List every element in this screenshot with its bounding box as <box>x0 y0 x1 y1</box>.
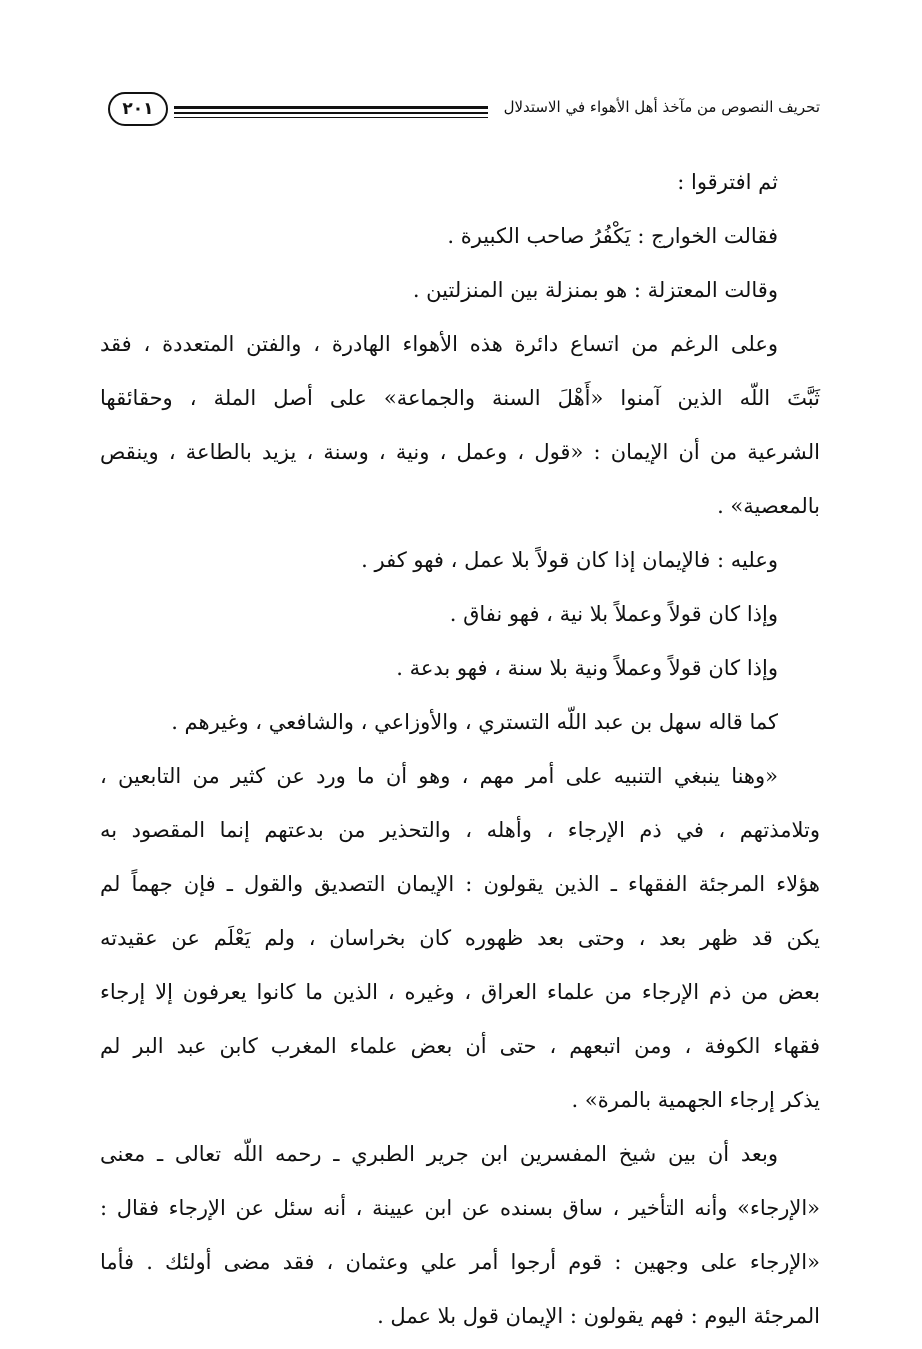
text-line: ثم افترقوا : <box>677 170 778 194</box>
text-line: الشرعية من أن الإيمان : «قول ، وعمل ، ونية ، وسنة ، يزيد بالطاعة ، وينقص <box>100 440 820 464</box>
text-line: «وهنا ينبغي التنبيه على أمر مهم ، وهو أن ما ورد عن كثير من التابعين ، <box>100 764 778 788</box>
text-line: وعليه : فالإيمان إذا كان قولاً بلا عمل ، فهو كفر . <box>361 548 778 572</box>
text-line: كما قاله سهل بن عبد اللّه التستري ، والأوزاعي ، والشافعي ، وغيرهم . <box>171 710 778 734</box>
page-number: ٢٠١ <box>108 92 168 126</box>
header-rule-medium <box>174 112 488 114</box>
text-line: المرجئة اليوم : فهم يقولون : الإيمان قول بلا عمل . <box>377 1304 820 1328</box>
text-line: ثَبَّتَ اللّه الذين آمنوا «أَهْلَ السنة والجماعة» على أصل الملة ، وحقائقها <box>100 386 820 410</box>
text-line: «الإرجاء» وأنه التأخير ، ساق بسنده عن ابن عيينة ، أنه سئل عن الإرجاء فقال : <box>100 1196 820 1220</box>
text-line: وبعد أن بين شيخ المفسرين ابن جرير الطبري ـ رحمه اللّه تعالى ـ معنى <box>100 1142 778 1166</box>
text-line: «الإرجاء على وجهين : قوم أرجوا أمر علي وعثمان ، فقد مضى أولئك . فأما <box>100 1250 820 1274</box>
header-title: تحريف النصوص من مآخذ أهل الأهواء في الاستدلال <box>503 98 820 116</box>
text-line: وإذا كان قولاً وعملاً ونية بلا سنة ، فهو بدعة . <box>396 656 778 680</box>
text-line: وإذا كان قولاً وعملاً بلا نية ، فهو نفاق . <box>449 602 778 626</box>
text-line: وقالت المعتزلة : هو بمنزلة بين المنزلتين . <box>412 278 778 302</box>
text-line: هؤلاء المرجئة الفقهاء ـ الذين يقولون : الإيمان التصديق والقول ـ فإن جهماً لم <box>100 872 820 896</box>
text-line: بالمعصية» . <box>717 494 820 518</box>
text-line: وعلى الرغم من اتساع دائرة هذه الأهواء الهادرة ، والفتن المتعددة ، فقد <box>100 332 778 356</box>
text-line: بعض من ذم الإرجاء من علماء العراق ، وغيره ، الذين ما كانوا يعرفون إلا إرجاء <box>100 980 820 1004</box>
text-line: يكن قد ظهر بعد ، وحتى بعد ظهوره كان بخراسان ، ولم يَعْلَم عن عقيدته <box>100 926 820 950</box>
header-rule-thick <box>174 106 488 109</box>
text-line: يذكر إرجاء الجهمية بالمرة» . <box>571 1088 820 1112</box>
text-line: وتلامذتهم ، في ذم الإرجاء ، وأهله ، والتحذير من بدعتهم إنما المقصود به <box>100 818 820 842</box>
text-line: فقهاء الكوفة ، ومن اتبعهم ، حتى أن بعض علماء المغرب كابن عبد البر لم <box>100 1034 820 1058</box>
running-header <box>108 92 820 136</box>
text-line: فقالت الخوارج : يَكْفُرُ صاحب الكبيرة . <box>447 224 778 248</box>
body-text <box>100 155 820 1343</box>
header-rule-thin <box>174 117 488 118</box>
